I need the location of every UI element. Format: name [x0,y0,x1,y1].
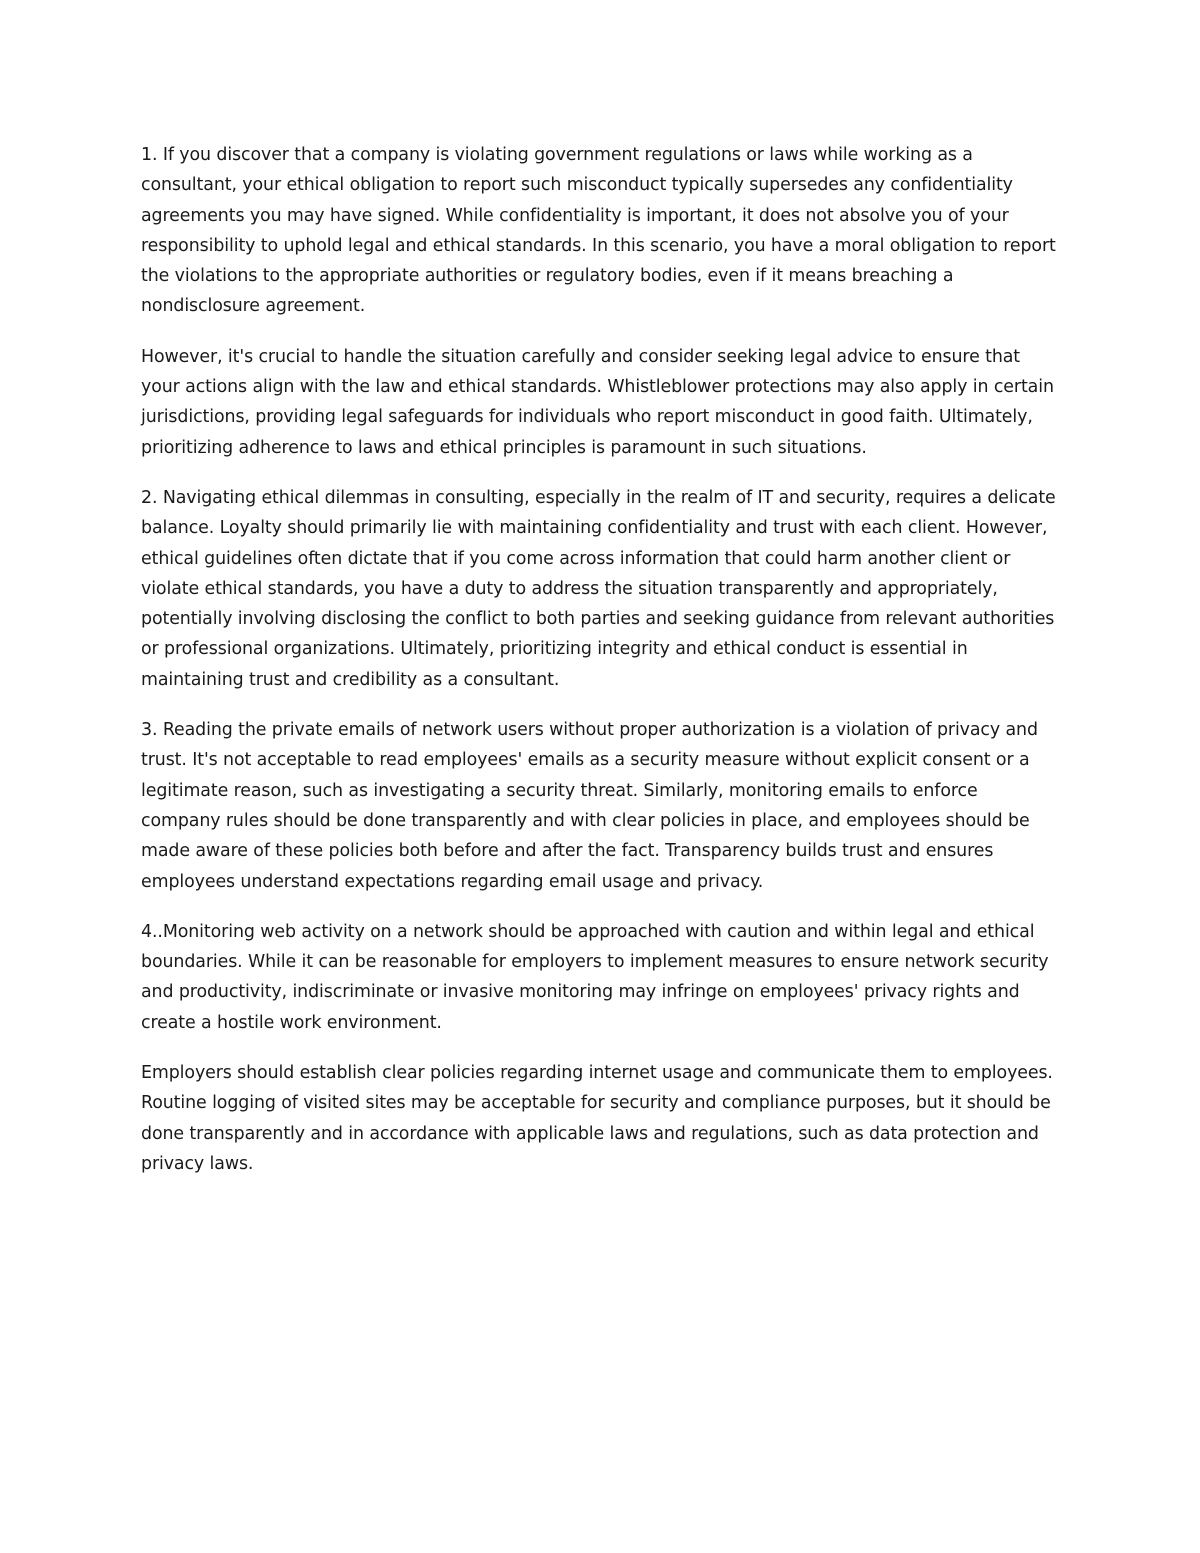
paragraph-2: However, it's crucial to handle the situation carefully and consider seeking legal advice to ensure that your actions align with the law and ethical standards. Whistleblower protections may also apply in certain jurisdictions, providing legal safeguards for individuals who report misconduct in good faith. Ultimately, prioritizing adherence to laws and ethical principles is paramount in such situations. [141,346,1054,458]
paragraph-5: 4..Monitoring web activity on a network should be approached with caution and within legal and ethical boundaries. While it can be reasonable for employers to implement measures to ensure network security and productivity, indiscriminate or invasive monitoring may infringe on employees' privacy rights and create a hostile work environment. [141,921,1049,1033]
paragraph-6: Employers should establish clear policies regarding internet usage and communicate them to employees. Routine logging of visited sites may be acceptable for security and compliance purposes, but it should be done transparently and in accordance with applicable laws and regulations, such as data protection and privacy laws. [141,1063,1053,1174]
paragraph-4: 3. Reading the private emails of network users without proper authorization is a violation of privacy and trust. It's not acceptable to read employees' emails as a security measure without explicit consent or a legitimate reason, such as investigating a security threat. Similarly, monitoring emails to enforce company rules should be done transparently and with clear policies in place, and employees should be made aware of these policies both before and after the fact. Transparency builds trust and ensures employees understand expectations regarding email usage and privacy. [141,720,1038,892]
paragraph-1: 1. If you discover that a company is violating government regulations or laws while working as a consultant, your ethical obligation to report such misconduct typically supersedes any confidentiality agreements you may have signed. While confidentiality is important, it does not absolve you of your responsibility to uphold legal and ethical standards. In this scenario, you have a moral obligation to report the violations to the appropriate authorities or regulatory bodies, even if it means breaching a nondisclosure agreement. [141,145,1056,317]
paragraph-3: 2. Navigating ethical dilemmas in consulting, especially in the realm of IT and security, requires a delicate balance. Loyalty should primarily lie with maintaining confidentiality and trust with each client. However, ethical guidelines often dictate that if you come across information that could harm another client or violate ethical standards, you have a duty to address the situation transparently and appropriately, potentially involving disclosing the conflict to both parties and seeking guidance from relevant authorities or professional organizations. Ultimately, prioritizing integrity and ethical conduct is essential in maintaining trust and credibility as a consultant. [141,487,1056,690]
document-body [141,140,1061,1199]
